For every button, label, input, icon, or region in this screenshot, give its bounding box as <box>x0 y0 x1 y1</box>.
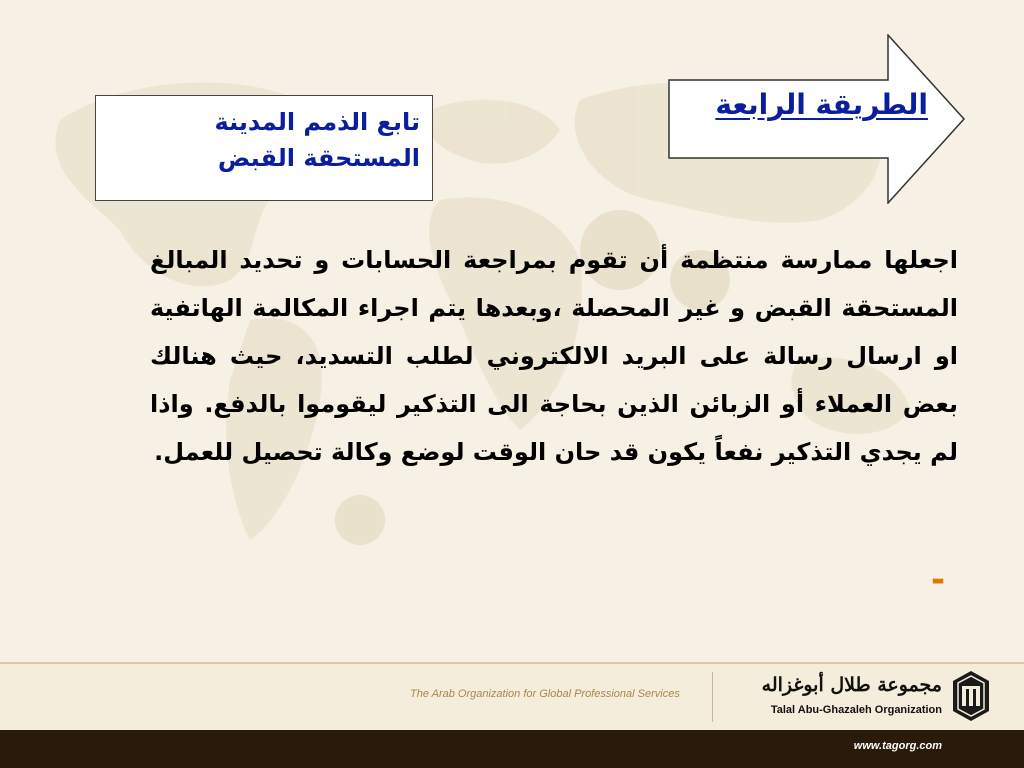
arrow-title: الطريقة الرابعة <box>715 88 928 121</box>
footer-divider <box>712 672 713 722</box>
note-box <box>95 95 433 201</box>
website-link[interactable]: www.tagorg.com <box>853 740 942 752</box>
dash-mark: - <box>931 560 946 600</box>
note-line-1: تابع الذمم المدينة <box>214 108 420 136</box>
body-paragraph: اجعلها ممارسة منتظمة أن تقوم بمراجعة الحسابات و تحديد المبالغ المستحقة القبض و غير المحصلة ،وبعدها يتم اجراء المكالمة الهاتفية او ارسال رسالة على البريد الالكتروني لطلب التسديد، حيث هنالك بعض العملاء أو الزبائن الذين بحاجة الى التذكير ليقوموا بالدفع. واذا لم يجدي التذكير نفعاً يكون قد حان الوقت لوضع وكالة تحصيل للعمل. <box>150 246 958 466</box>
tag-logo-icon <box>952 670 990 722</box>
note-line-2: المستحقة القبض <box>217 144 420 172</box>
org-name-arabic: مجموعة طلال أبوغزاله <box>761 674 942 696</box>
footer-tagline: The Arab Organization for Global Professional Services <box>410 688 680 700</box>
org-name-english: Talal Abu-Ghazaleh Organization <box>770 704 942 716</box>
